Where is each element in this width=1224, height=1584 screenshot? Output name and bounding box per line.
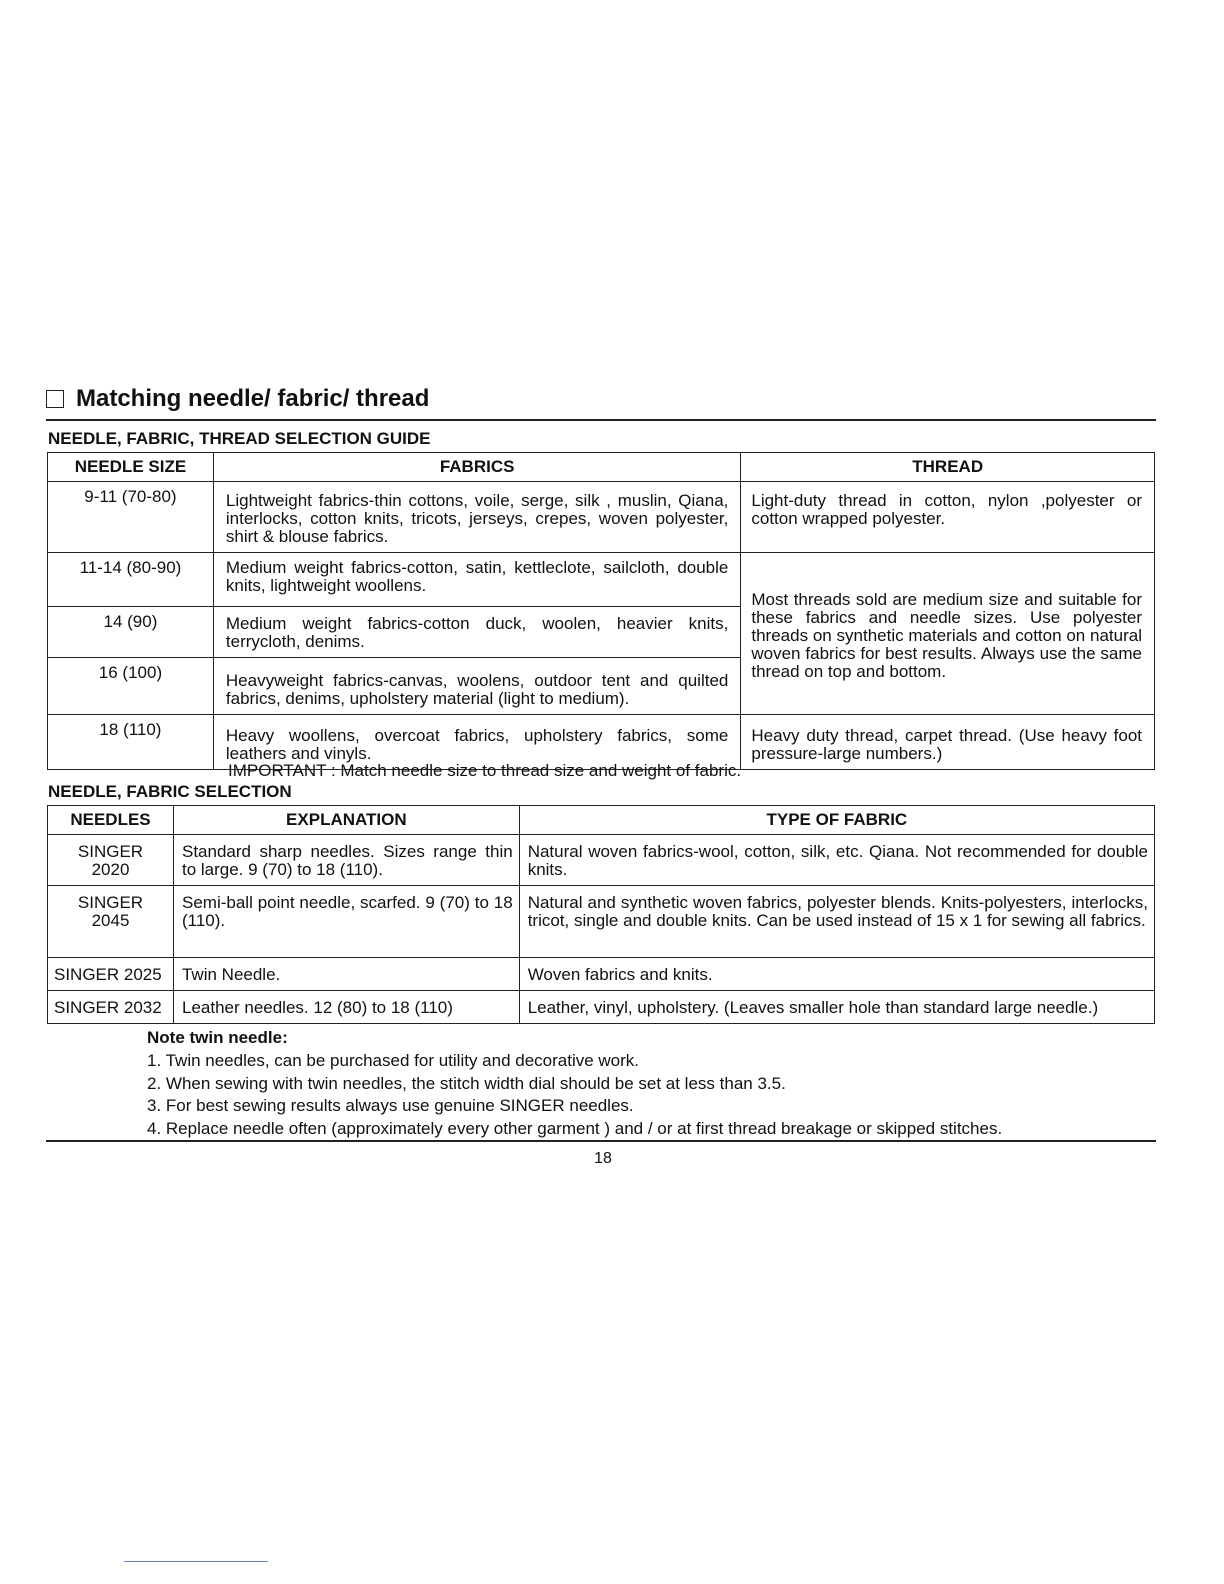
explanation-cell: Semi-ball point needle, scarfed. 9 (70) to 18 (110).: [173, 886, 519, 958]
needle-cell: SINGER 2032: [48, 991, 174, 1024]
table-row: [48, 835, 1155, 886]
list-item: 3. For best sewing results always use genuine SINGER needles.: [147, 1096, 634, 1115]
bottom-divider: [46, 1140, 1156, 1142]
needle-size-cell: 9-11 (70-80): [48, 482, 214, 553]
needle-size-cell: 14 (90): [48, 607, 214, 658]
checkbox-icon: [46, 390, 64, 408]
column-header: NEEDLE SIZE: [48, 453, 214, 482]
needle-cell: [48, 835, 174, 886]
explanation-cell: Standard sharp needles. Sizes range thin to large. 9 (70) to 18 (110).: [173, 835, 519, 886]
needle-brand: SINGER: [77, 893, 144, 912]
needle-fabric-selection-table: [47, 805, 1155, 1024]
needle-size-cell: 18 (110): [48, 715, 214, 770]
fabrics-cell: Medium weight fabrics-cotton, satin, kettleclote, sailcloth, double knits, lightweight woollens.: [213, 553, 740, 607]
needle-cell: [48, 886, 174, 958]
scan-artifact-line: [124, 1561, 268, 1562]
fabric-type-cell: Leather, vinyl, upholstery. (Leaves smaller hole than standard large needle.): [519, 991, 1154, 1024]
needle-cell: SINGER 2025: [48, 958, 174, 991]
guide-title: NEEDLE, FABRIC, THREAD SELECTION GUIDE: [48, 429, 431, 448]
fabric-type-cell: Natural woven fabrics-wool, cotton, silk, etc. Qiana. Not recommended for double knits.: [519, 835, 1154, 886]
section-heading: [46, 385, 1156, 413]
needle-brand: SINGER: [77, 842, 144, 861]
fabrics-cell: Medium weight fabrics-cotton duck, woolen, heavier knits, terrycloth, denims.: [213, 607, 740, 658]
page-title: Matching needle/ fabric/ thread: [76, 385, 430, 412]
fabric-type-cell: Natural and synthetic woven fabrics, polyester blends. Knits-polyesters, interlocks, tricot, single and double knits. Can be used instead of 15 x 1 for sewing all fabrics.: [519, 886, 1154, 958]
table-row: [48, 958, 1155, 991]
thread-cell: Light-duty thread in cotton, nylon ,polyester or cotton wrapped polyester.: [741, 482, 1155, 553]
fabric-type-cell: Woven fabrics and knits.: [519, 958, 1154, 991]
table-row: [48, 886, 1155, 958]
explanation-cell: Leather needles. 12 (80) to 18 (110): [173, 991, 519, 1024]
list-item: 4. Replace needle often (approximately every other garment ) and / or at first thread breakage or skipped stitches.: [147, 1118, 1003, 1138]
table-row: [48, 482, 1155, 553]
fabrics-cell: Heavy woollens, overcoat fabrics, upholstery fabrics, some leathers and vinyls.: [213, 715, 740, 770]
explanation-cell: Twin Needle.: [173, 958, 519, 991]
selection-title: NEEDLE, FABRIC SELECTION: [48, 782, 292, 801]
table-header-row: [48, 453, 1155, 482]
needle-model: 2020: [91, 860, 130, 879]
needle-size-cell: 11-14 (80-90): [48, 553, 214, 607]
column-header: FABRICS: [213, 453, 740, 482]
important-note: IMPORTANT : Match needle size to thread size and weight of fabric.: [228, 761, 742, 780]
table-header-row: [48, 806, 1155, 835]
table-row: [48, 991, 1155, 1024]
notes-list: [147, 1050, 1002, 1140]
table-row: [48, 553, 1155, 607]
top-divider: [46, 419, 1156, 421]
fabrics-cell: Lightweight fabrics-thin cottons, voile, serge, silk , muslin, Qiana, interlocks, cotton knits, tricots, jerseys, crepes, woven polyester, shirt & blouse fabrics.: [213, 482, 740, 553]
column-header: NEEDLES: [48, 806, 174, 835]
notes-title: Note twin needle:: [147, 1028, 288, 1047]
needle-size-cell: 16 (100): [48, 658, 214, 715]
column-header: THREAD: [741, 453, 1155, 482]
page-number: 18: [594, 1150, 612, 1167]
fabrics-cell: Heavyweight fabrics-canvas, woolens, outdoor tent and quilted fabrics, denims, upholstery material (light to medium).: [213, 658, 740, 715]
needle-model: 2045: [91, 911, 130, 930]
thread-cell: Most threads sold are medium size and suitable for these fabrics and needle sizes. Use polyester threads on synthetic materials and cotton on natural woven fabrics for best results. Always use the same thread on top and bottom.: [741, 553, 1155, 715]
list-item: 1. Twin needles, can be purchased for utility and decorative work.: [147, 1051, 640, 1070]
list-item: 2. When sewing with twin needles, the stitch width dial should be set at less than 3.5.: [147, 1073, 786, 1093]
column-header: EXPLANATION: [173, 806, 519, 835]
thread-cell: Heavy duty thread, carpet thread. (Use heavy foot pressure-large numbers.): [741, 715, 1155, 770]
column-header: TYPE OF FABRIC: [519, 806, 1154, 835]
selection-guide-table: [47, 452, 1155, 770]
